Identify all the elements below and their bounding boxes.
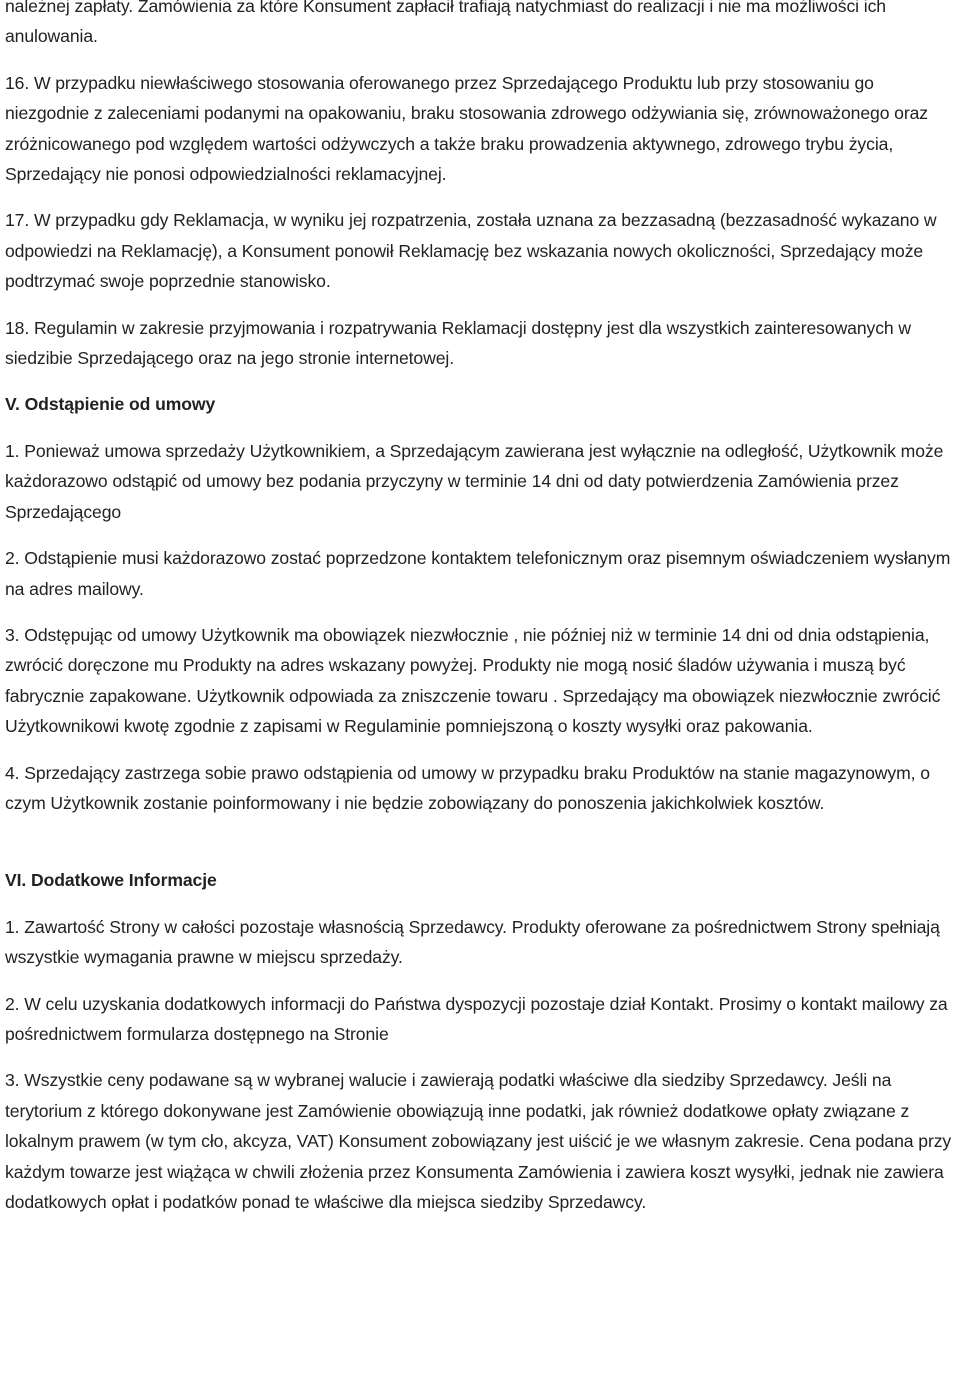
paragraph-18: 18. Regulamin w zakresie przyjmowania i rozpatrywania Reklamacji dostępny jest dla wszystkich zainteresowanych w siedzibie Sprzedającego oraz na jego stronie internetowej. [5,317,912,369]
additional-info-item-1: 1. Zawartość Strony w całości pozostaje własnością Sprzedawcy. Produkty oferowane za pośrednictwem Strony spełniają wszystkie wymagania prawne w miejscu sprzedaży. [5,916,940,968]
additional-info-item-2: 2. W celu uzyskania dodatkowych informacji do Państwa dyspozycji pozostaje dział Kontakt. Prosimy o kontakt mailowy za pośrednictwem formularza dostępnego na Stronie [5,993,948,1044]
section-heading-withdrawal: V. Odstąpienie od umowy [5,394,216,415]
withdrawal-item-1: 1. Ponieważ umowa sprzedaży Użytkownikiem, a Sprzedającym zawierana jest wyłącznie na odległość, Użytkownik może każdorazowo odstąpić od umowy bez podania przyczyny w terminie 14 dni od daty potwierdzenia Zamówienia przez Sprzedającego [5,440,944,522]
withdrawal-item-3: 3. Odstępując od umowy Użytkownik ma obowiązek niezwłocznie , nie później niż w terminie 14 dni od dnia odstąpienia, zwrócić doręczone mu Produkty na adres wskazany powyżej. Produkty nie mogą nosić śladów używania i muszą być fabrycznie zapakowane. Użytkownik odpowiada za zniszczenie towaru . Sprzedający ma obowiązek niezwłocznie zwrócić Użytkownikowi kwotę zgodnie z zapisami w Regulaminie pomniejszoną o koszty wysyłki oraz pakowania. [5,624,941,737]
paragraph-16: 16. W przypadku niewłaściwego stosowania oferowanego przez Sprzedającego Produktu lub przy stosowaniu go niezgodnie z zaleceniami podanymi na opakowaniu, braku stosowania zdrowego odżywiania się, zrównoważonego oraz zróżnicowanego pod względem wartości odżywczych a także braku prowadzenia aktywnego, zdrowego trybu życia, Sprzedający nie ponosi odpowiedzialności reklamacyjnej. [5,72,928,185]
section-heading-additional-info: VI. Dodatkowe Informacje [5,870,217,891]
withdrawal-item-4: 4. Sprzedający zastrzega sobie prawo odstąpienia od umowy w przypadku braku Produktów na stanie magazynowym, o czym Użytkownik zostanie poinformowany i nie będzie zobowiązany do ponoszenia jakichkolwiek kosztów. [5,762,930,813]
additional-info-item-3: 3. Wszystkie ceny podawane są w wybranej walucie i zawierają podatki właściwe dla siedziby Sprzedawcy. Jeśli na terytorium z którego dokonywane jest Zamówienie obowiązują inne podatki, jak również dodatkowe opłaty związane z lokalnym prawem (w tym cło, akcyza, VAT) Konsument zobowiązany jest uiścić je we własnym zakresie. Cena podana przy każdym towarze jest wiążąca w chwili złożenia przez Konsumenta Zamówienia i zawiera koszt wysyłki, jednak nie zawiera dodatkowych opłat i podatków ponad te właściwe dla miejsca siedziby Sprzedawcy. [5,1070,952,1212]
withdrawal-item-2: 2. Odstąpienie musi każdorazowo zostać poprzedzone kontaktem telefonicznym oraz pisemnym oświadczeniem wysłanym na adres mailowy. [5,548,951,599]
document-page [5,0,957,1233]
intro-paragraph: należnej zapłaty. Zamówienia za które Konsument zapłacił trafiają natychmiast do realizacji i nie ma możliwości ich anulowania. [5,0,886,47]
paragraph-17: 17. W przypadku gdy Reklamacja, w wyniku jej rozpatrzenia, została uznana za bezzasadną (bezzasadność wykazano w odpowiedzi na Reklamację), a Konsument ponowił Reklamację bez wskazania nowych okoliczności, Sprzedający może podtrzymać swoje poprzednie stanowisko. [5,210,937,292]
